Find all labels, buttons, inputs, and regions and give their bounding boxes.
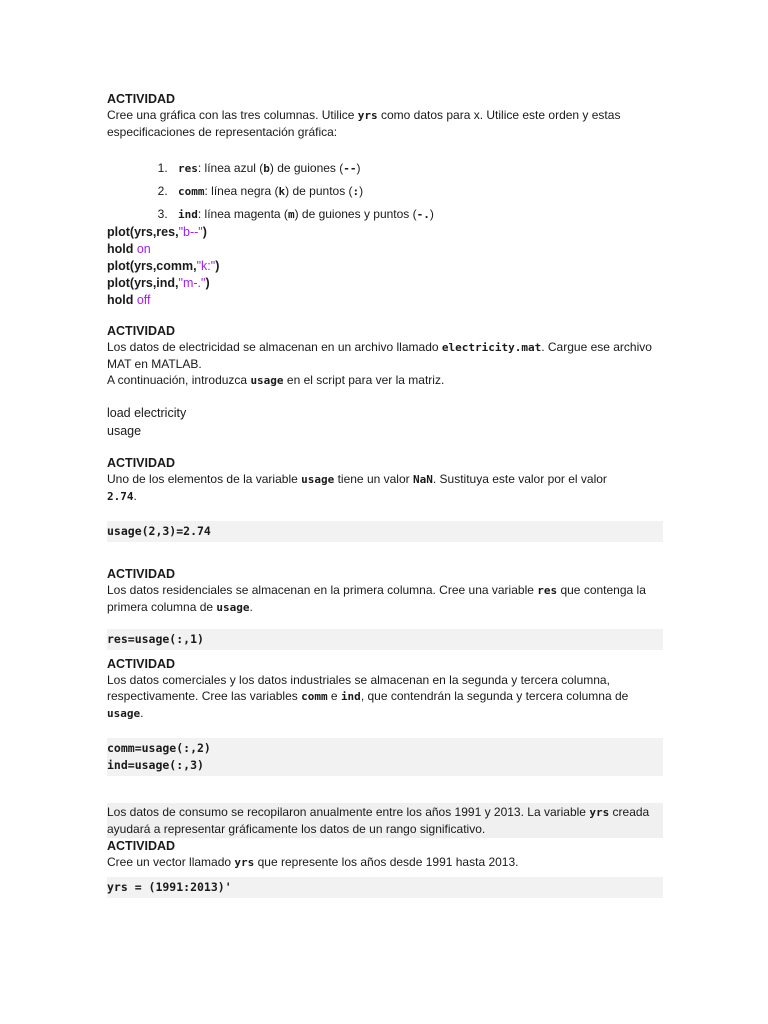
activity-instructions bbox=[107, 107, 663, 140]
inline-code: comm bbox=[178, 185, 205, 198]
inline-code: res bbox=[178, 162, 198, 175]
activity-res bbox=[107, 566, 663, 650]
text-run: ) de guiones y puntos ( bbox=[294, 207, 417, 221]
code-line bbox=[107, 241, 663, 258]
text-run: "b--" bbox=[178, 225, 203, 239]
note-box bbox=[107, 803, 663, 838]
text-run: on bbox=[136, 242, 151, 256]
activity-nan bbox=[107, 455, 663, 542]
text-run: Uno de los elementos de la variable bbox=[107, 472, 302, 486]
inline-code: -- bbox=[343, 162, 357, 175]
text-run: creada ayudará a representar gráficamente los datos de un rango significativo. bbox=[107, 805, 650, 836]
text-run: ) bbox=[215, 259, 220, 273]
text-run: como datos para x. Utilice este orden y estas especificaciones de representación gráfica: bbox=[107, 108, 621, 139]
code-line: comm=usage(:,2) bbox=[107, 741, 211, 755]
inline-code: usage bbox=[216, 601, 250, 614]
inline-code: -. bbox=[416, 208, 430, 221]
text-run: : línea negra ( bbox=[204, 184, 279, 198]
list-item bbox=[171, 206, 663, 223]
text-run: plot(yrs,ind, bbox=[107, 276, 179, 290]
text-run: ) de puntos ( bbox=[285, 184, 353, 198]
text-run: . bbox=[140, 706, 144, 720]
text-run: e bbox=[327, 689, 341, 703]
text-run: que represente los años desde 1991 hasta 2013. bbox=[254, 855, 519, 869]
text-run: "m-." bbox=[178, 276, 206, 290]
activity-instructions bbox=[107, 471, 607, 505]
inline-code: yrs bbox=[589, 806, 610, 819]
code-block bbox=[107, 404, 663, 440]
activity-heading: ACTIVIDAD bbox=[107, 657, 176, 671]
activity-heading: ACTIVIDAD bbox=[107, 456, 176, 470]
activity-heading: ACTIVIDAD bbox=[107, 324, 176, 338]
activity-instructions bbox=[107, 582, 663, 616]
plot-spec-list bbox=[107, 160, 663, 223]
activity-yrs bbox=[107, 803, 663, 898]
activity-instructions bbox=[107, 372, 663, 389]
code-block bbox=[107, 224, 663, 309]
text-run: . bbox=[133, 489, 137, 503]
inline-code: usage bbox=[250, 374, 284, 387]
text-run: hold bbox=[107, 293, 137, 307]
inline-code: electricity.mat bbox=[441, 341, 542, 354]
text-run: , que contendrán la segunda y tercera columna de bbox=[360, 689, 629, 703]
text-run: ) bbox=[202, 225, 207, 239]
list-item bbox=[171, 160, 663, 177]
list-item bbox=[171, 183, 663, 200]
activity-instructions bbox=[107, 339, 663, 372]
text-run: Cree una gráfica con las tres columnas. Utilice bbox=[107, 108, 358, 122]
text-run: hold bbox=[107, 242, 137, 256]
activity-heading: ACTIVIDAD bbox=[107, 92, 176, 106]
activity-heading: ACTIVIDAD bbox=[107, 839, 176, 853]
text-run: Los datos de consumo se recopilaron anualmente entre los años 1991 y 2013. La variable bbox=[107, 805, 590, 819]
inline-code: 2.74 bbox=[107, 490, 134, 503]
text-run: "k:" bbox=[196, 259, 216, 273]
activity-instructions bbox=[107, 854, 663, 871]
code-box bbox=[107, 738, 663, 776]
code-line bbox=[107, 224, 663, 241]
text-run: ) bbox=[429, 207, 434, 221]
text-run: ) bbox=[205, 276, 210, 290]
activity-comm-ind bbox=[107, 656, 663, 776]
code-line bbox=[107, 258, 663, 275]
activity-heading: ACTIVIDAD bbox=[107, 567, 176, 581]
inline-code: yrs bbox=[357, 109, 378, 122]
inline-code: ind bbox=[340, 690, 361, 703]
text-run: Los datos de electricidad se almacenan en un archivo llamado bbox=[107, 340, 442, 354]
text-run: plot(yrs,res, bbox=[107, 225, 179, 239]
code-box: usage(2,3)=2.74 bbox=[107, 521, 663, 542]
text-run: : línea magenta ( bbox=[197, 207, 288, 221]
inline-code: k bbox=[278, 185, 286, 198]
inline-code: comm bbox=[301, 690, 328, 703]
inline-code: yrs bbox=[234, 856, 255, 869]
text-run: . bbox=[249, 600, 253, 614]
inline-code: : bbox=[352, 185, 360, 198]
text-run: plot(yrs,comm, bbox=[107, 259, 197, 273]
text-run: en el script para ver la matriz. bbox=[283, 373, 445, 387]
text-run: . Sustituya este valor por el valor bbox=[432, 472, 607, 486]
text-run: Los datos comerciales y los datos industriales se almacenan en la segunda y tercera columna, respectivamente. Cree las variables bbox=[107, 673, 610, 703]
inline-code: b bbox=[263, 162, 270, 175]
text-run: : línea azul ( bbox=[197, 161, 264, 175]
code-line: load electricity bbox=[107, 406, 187, 420]
code-line bbox=[107, 275, 663, 292]
code-box: yrs = (1991:2013)' bbox=[107, 877, 663, 898]
inline-code: ind bbox=[178, 208, 198, 221]
code-line: ind=usage(:,3) bbox=[107, 758, 204, 772]
activity-plot bbox=[107, 91, 663, 309]
document-page bbox=[107, 91, 663, 898]
text-run: off bbox=[136, 293, 151, 307]
inline-code: m bbox=[287, 208, 295, 221]
activity-instructions bbox=[107, 672, 663, 722]
text-run: Cree un vector llamado bbox=[107, 855, 235, 869]
inline-code: res bbox=[537, 584, 558, 597]
text-run: A continuación, introduzca bbox=[107, 373, 251, 387]
code-line bbox=[107, 292, 663, 309]
text-run: ) bbox=[359, 184, 364, 198]
text-run: ) bbox=[356, 161, 361, 175]
activity-load bbox=[107, 323, 663, 440]
code-line: usage bbox=[107, 424, 142, 438]
text-run: Los datos residenciales se almacenan en la primera columna. Cree una variable bbox=[107, 583, 538, 597]
text-run: que contenga la primera columna de bbox=[107, 583, 646, 614]
code-box: res=usage(:,1) bbox=[107, 629, 663, 650]
text-run: tiene un valor bbox=[334, 472, 413, 486]
inline-code: usage bbox=[107, 707, 141, 720]
text-run: . Cargue ese archivo MAT en MATLAB. bbox=[107, 340, 652, 371]
inline-code: NaN bbox=[412, 473, 433, 486]
inline-code: usage bbox=[301, 473, 335, 486]
text-run: ) de guiones ( bbox=[269, 161, 344, 175]
